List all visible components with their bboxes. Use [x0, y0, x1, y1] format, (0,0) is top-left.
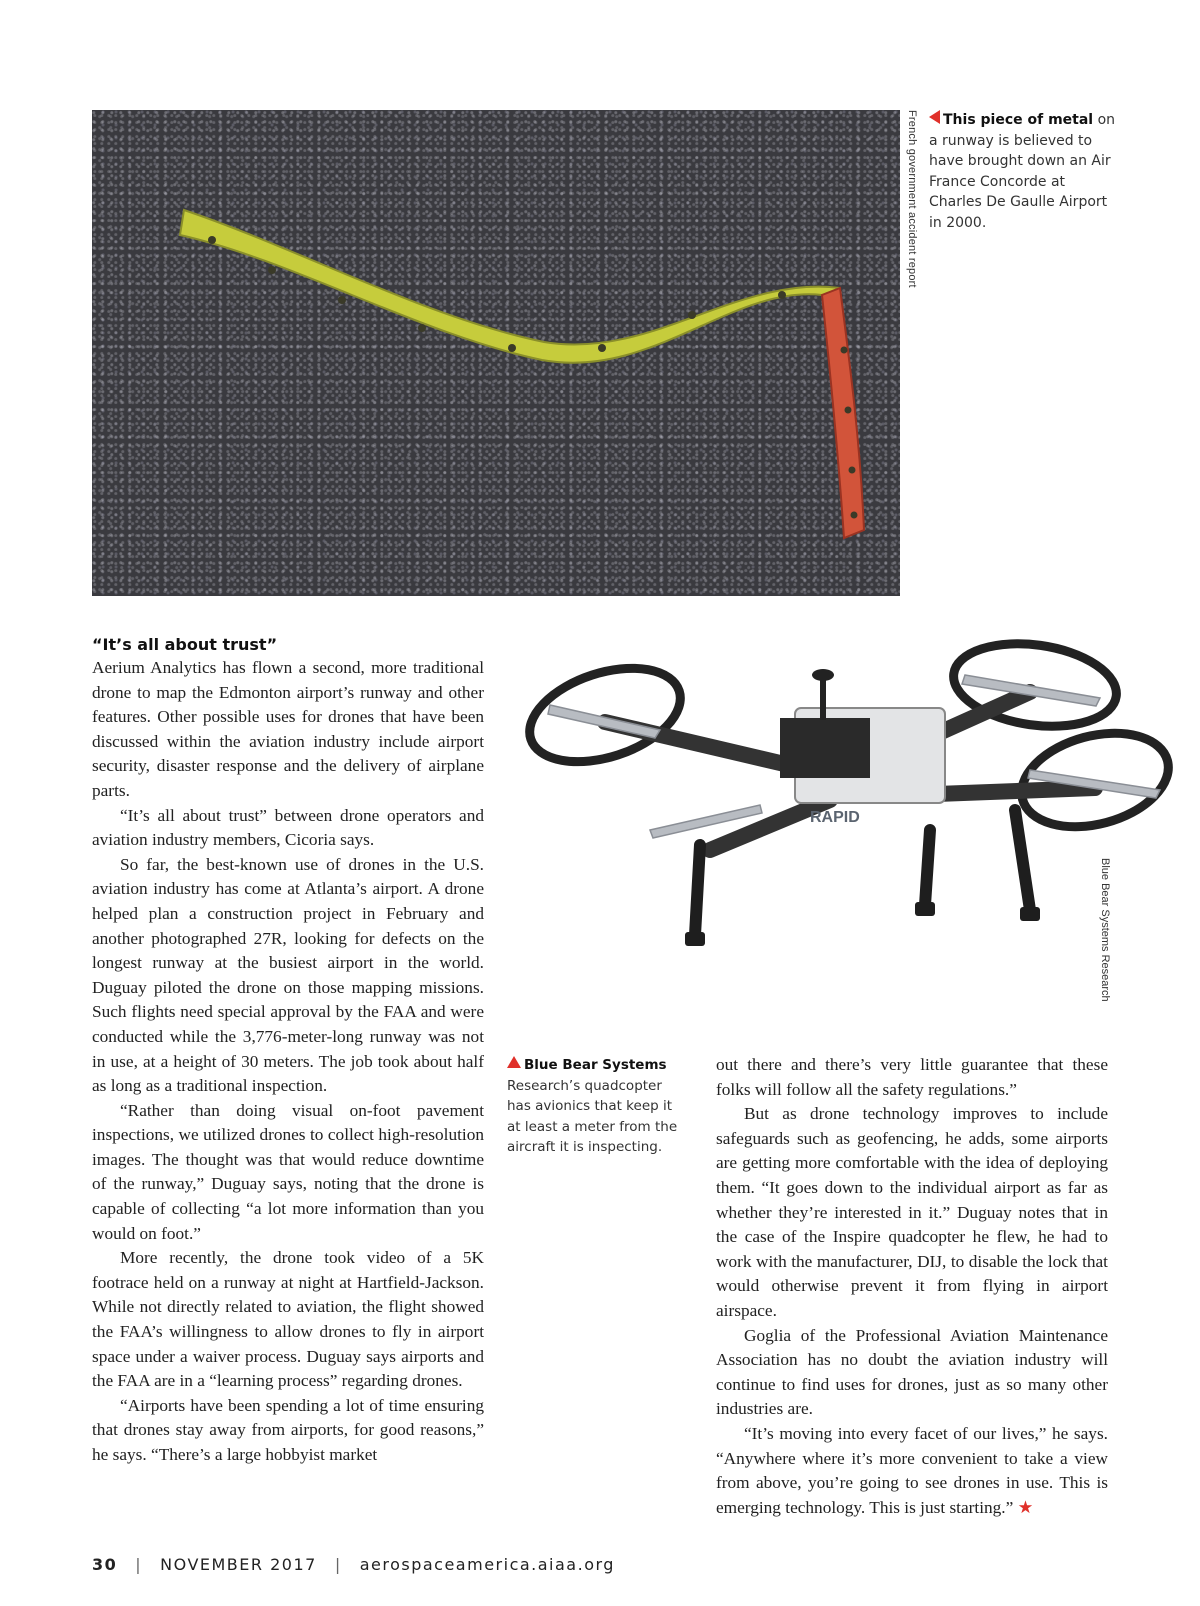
article-column-right — [716, 1053, 1108, 1520]
metal-strip-illustration — [92, 110, 900, 596]
website-link[interactable]: aerospaceamerica.aiaa.org — [359, 1555, 615, 1574]
quadcopter-photo — [510, 630, 1180, 975]
caption-pointer-icon — [507, 1056, 521, 1068]
end-star-icon: ★ — [1017, 1497, 1034, 1517]
caption-text: Research’s quadcopter has avionics that keep it at least a meter from the aircraft it is inspecting. — [507, 1077, 678, 1155]
photo-credit: French government accident report — [906, 110, 918, 288]
issue-date: NOVEMBER 2017 — [160, 1555, 317, 1574]
footer-separator: | — [334, 1555, 342, 1574]
caption-pointer-icon — [929, 110, 940, 124]
paragraph: But as drone technology improves to include safeguards such as geofencing, he adds, some airports are getting more comfortable with the idea of deploying them. “It goes down to the individual airport as far as whether they’re interested in it.” Duguay notes that in the case of the Inspire quadcopter he flew, he had to work with the manufacturer, DIJ, to disable the lock that would otherwise prevent it from flying in airport airspace. — [716, 1104, 1108, 1320]
drone-label: RAPID — [810, 809, 860, 826]
paragraph: “It’s moving into every facet of our lives,” he says. “Anywhere where it’s more convenient to take a view from above, you’re going to see drones in use. This is emerging technology. This is just starting.” — [716, 1423, 1108, 1517]
page-footer — [92, 1555, 615, 1574]
caption-text: on a runway is believed to have brought down an Air France Concorde at Charles De Gaulle Airport in 2000. — [929, 112, 1116, 231]
drone-caption — [507, 1055, 687, 1158]
photo-caption — [929, 110, 1119, 233]
section-subhead: “It’s all about trust” — [92, 635, 278, 654]
article-column-left — [92, 634, 484, 1468]
drone-photo-credit: Blue Bear Systems Research — [1099, 858, 1111, 1002]
paragraph: out there and there’s very little guarantee that these folks will follow all the safety regulations.” — [716, 1055, 1108, 1099]
paragraph: So far, the best-known use of drones in the U.S. aviation industry has come at Atlanta’s airport. A drone helped plan a construction project in February and another photographed 27R, looking for defects on the longest runway at the busiest airport in the world. Duguay piloted the drone on those mapping missions. Such flights need special approval by the FAA and were conducted while the 3,776-meter-long runway was not in use, at a height of 30 meters. The job took about half as long as a traditional inspection. — [92, 854, 484, 1096]
footer-separator: | — [135, 1555, 143, 1574]
paragraph: “Rather than doing visual on-foot pavement inspections, we utilized drones to collect high-resolution images. The thought was that would reduce downtime of the runway,” Duguay says, noting that the drone is capable of collecting “a lot more information than you would on foot.” — [92, 1100, 484, 1243]
paragraph: “Airports have been spending a lot of time ensuring that drones stay away from airports, for good reasons,” he says. “There’s a large hobbyist market — [92, 1395, 484, 1464]
caption-lead: This piece of metal — [943, 112, 1094, 128]
paragraph: More recently, the drone took video of a 5K footrace held on a runway at night at Hartfield-Jackson. While not directly related to aviation, the flight showed the FAA’s willingness to allow drones to fly in airport space under a waiver process. Duguay says airports and the FAA are in a “learning process” regarding drones. — [92, 1248, 484, 1391]
concorde-debris-photo — [92, 110, 900, 596]
paragraph: Aerium Analytics has flown a second, more traditional drone to map the Edmonton airport’s runway and other features. Other possible uses for drones that have been discussed within the aviation industry include airport security, disaster response and the delivery of airplane parts. — [92, 658, 484, 800]
paragraph: “It’s all about trust” between drone operators and aviation industry members, Cicoria says. — [92, 805, 484, 850]
caption-lead: Blue Bear Systems — [524, 1057, 667, 1073]
page-number: 30 — [92, 1555, 118, 1574]
paragraph: Goglia of the Professional Aviation Maintenance Association has no doubt the aviation industry will continue to find uses for drones, just as so many other industries are. — [716, 1325, 1108, 1419]
